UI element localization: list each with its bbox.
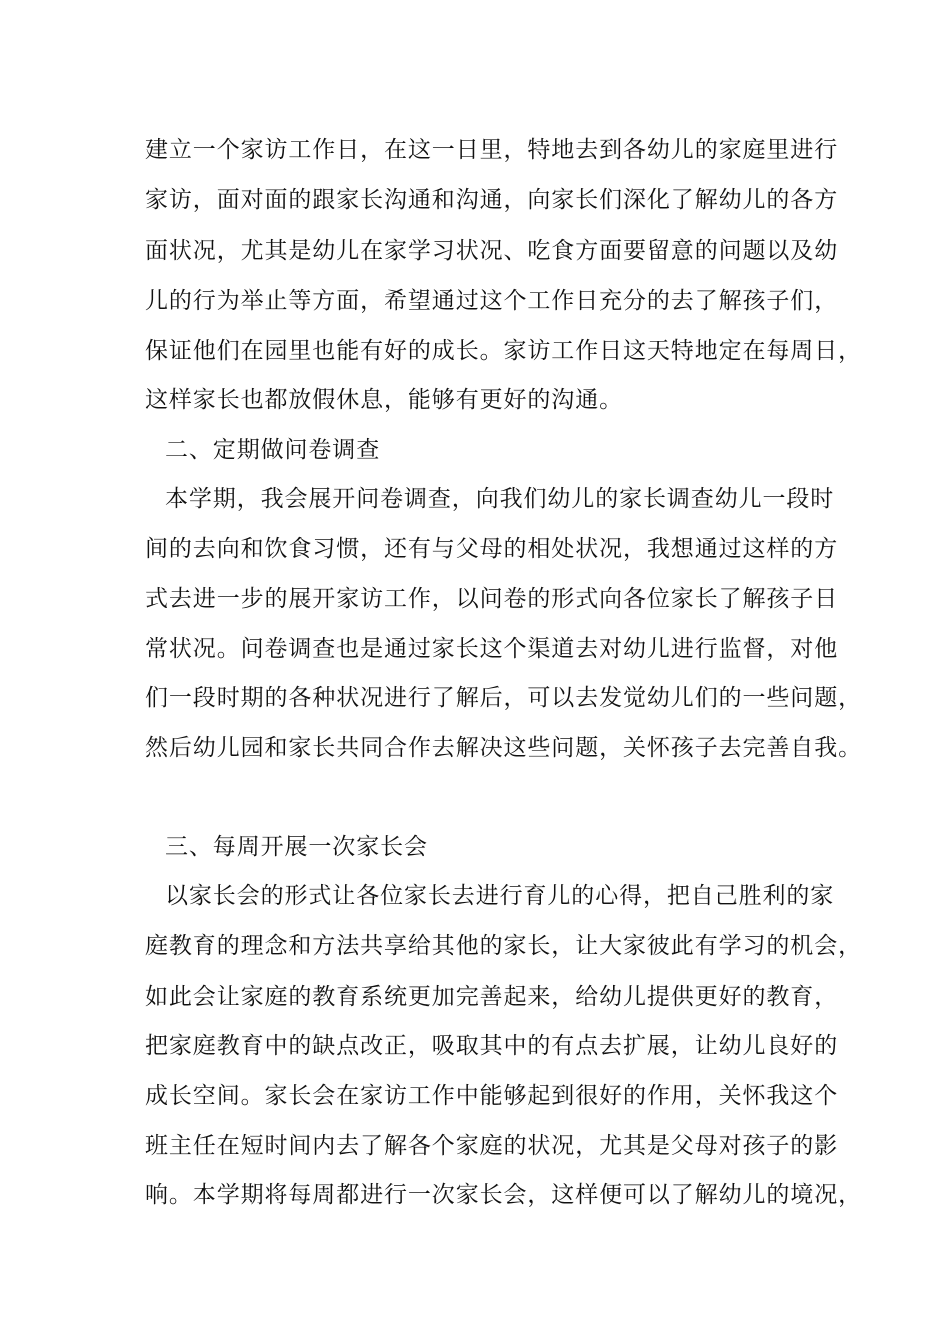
body-text-line: 常状况。问卷调查也是通过家长这个渠道去对幼儿进行监督，对他 — [145, 636, 839, 662]
body-text-line: 响。本学期将每周都进行一次家长会，这样便可以了解幼儿的境况， — [145, 1182, 862, 1208]
body-text-line: 班主任在短时间内去了解各个家庭的状况，尤其是父母对孩子的影 — [145, 1133, 839, 1159]
body-text-line: 庭教育的理念和方法共享给其他的家长，让大家彼此有学习的机会， — [145, 933, 862, 959]
body-text-line: 把家庭教育中的缺点改正，吸取其中的有点去扩展，让幼儿良好的 — [145, 1033, 839, 1059]
body-text-line: 式去进一步的展开家访工作，以问卷的形式向各位家长了解孩子日 — [145, 586, 839, 612]
body-text-line: 成长空间。家长会在家访工作中能够起到很好的作用，关怀我这个 — [145, 1083, 839, 1109]
body-text-line: 们一段时期的各种状况进行了解后，可以去发觉幼儿们的一些问题， — [145, 685, 862, 711]
body-text-line: 儿的行为举止等方面，希望通过这个工作日充分的去了解孩子们， — [145, 288, 839, 314]
body-text-line: 本学期，我会展开问卷调查，向我们幼儿的家长调查幼儿一段时 — [165, 486, 835, 512]
body-text-line: 保证他们在园里也能有好的成长。家访工作日这天特地定在每周日， — [145, 338, 862, 364]
body-text-line: 面状况，尤其是幼儿在家学习状况、吃食方面要留意的问题以及幼 — [145, 238, 839, 264]
body-text-line: 以家长会的形式让各位家长去进行育儿的心得，把自己胜利的家 — [165, 883, 835, 909]
section-heading: 二、定期做问卷调查 — [165, 437, 381, 463]
section-heading: 三、每周开展一次家长会 — [165, 834, 428, 860]
body-text-line: 这样家长也都放假休息，能够有更好的沟通。 — [145, 387, 623, 413]
body-text-line: 建立一个家访工作日，在这一日里，特地去到各幼儿的家庭里进行 — [145, 137, 839, 163]
body-text-line: 如此会让家庭的教育系统更加完善起来，给幼儿提供更好的教育， — [145, 984, 839, 1010]
body-text-line: 间的去向和饮食习惯，还有与父母的相处状况，我想通过这样的方 — [145, 536, 839, 562]
body-text-line: 然后幼儿园和家长共同合作去解决这些问题，关怀孩子去完善自我。 — [145, 735, 862, 761]
body-text-line: 家访，面对面的跟家长沟通和沟通，向家长们深化了解幼儿的各方 — [145, 187, 839, 213]
